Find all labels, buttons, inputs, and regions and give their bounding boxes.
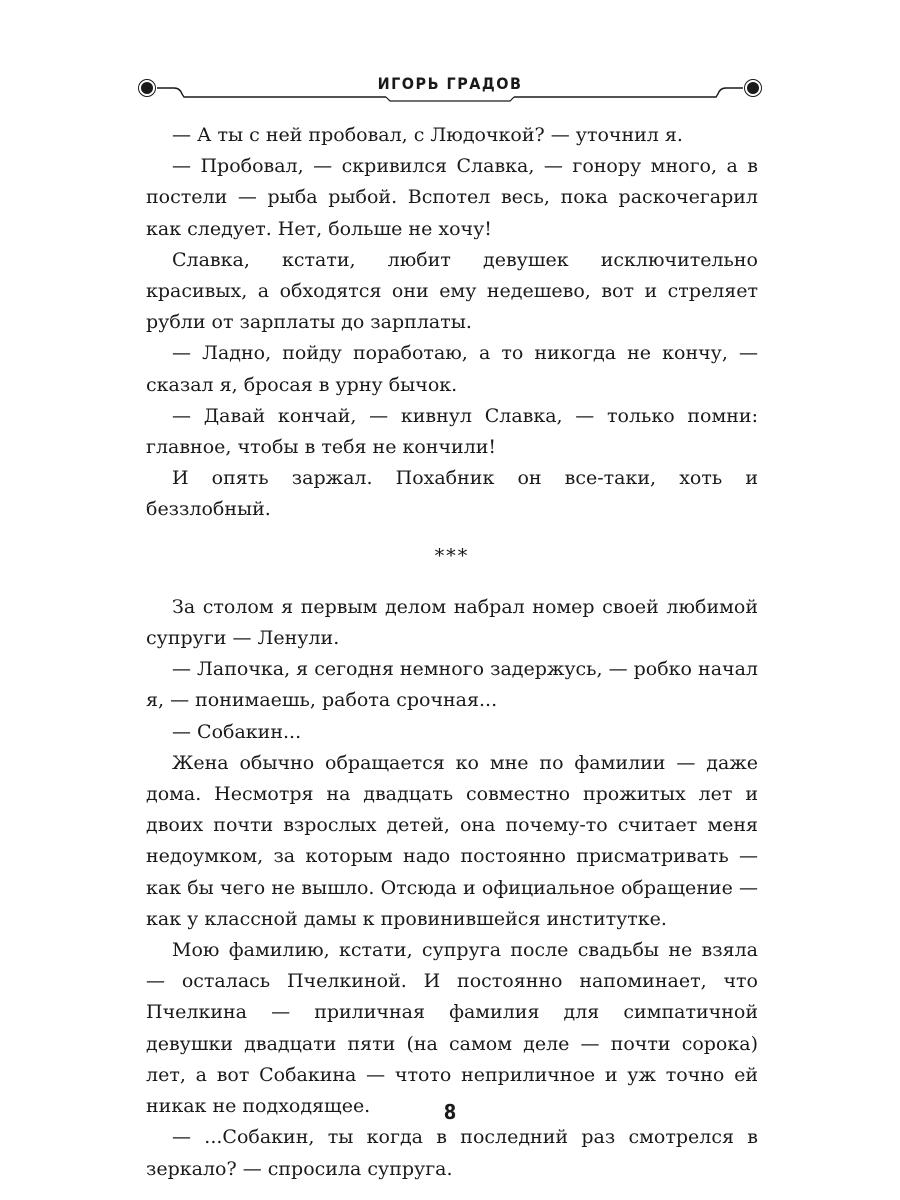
section-separator: *** xyxy=(434,544,470,567)
paragraph: Жена обычно обращается ко мне по фамилии — даже дома. Несмотря на двадцать совместно прожитых лет и двоих почти взрослых детей, она почему-то считает меня недоумком, за которым надо постоянно присматривать — как бы чего не вышло. Отсюда и официальное обращение — как у классной дамы к провинившейся институтке. xyxy=(146,751,758,930)
paragraph: — А ты с ней пробовал, с Людочкой? — уточнил я. xyxy=(172,124,683,146)
paragraph: — Давай кончай, — кивнул Славка, — только помни: главное, чтобы в тебя не кончили! xyxy=(146,404,758,459)
title-underline xyxy=(386,97,514,101)
paragraph: — Ладно, пойду поработаю, а то никогда не кончу, — сказал я, бросая в урну бычок. xyxy=(146,342,758,396)
paragraph: Мою фамилию, кстати, супруга после свадьбы не взяла — осталась Пчелкиной. И постоянно напоминает, что Пчелкина — приличная фамилия для симпатичной девушки двадцати пяти (на самом деле — почти сорока) лет, а вот Собакина — чтото неприличное и уж точно ей никак не подходящее. xyxy=(146,939,758,1118)
paragraph: — ...Собакин, ты когда в последний раз смотрелся в зеркало? — спросила супруга. xyxy=(146,1126,758,1180)
paragraph: — Пробовал, — скривился Славка, — гонору много, а в постели — рыба рыбой. Вспотел весь, пока раскочегарил как следует. Нет, больше не хочу! xyxy=(146,155,758,240)
paragraph: — Собакин... xyxy=(172,720,302,743)
paragraph: — Лапочка, я сегодня немного задержусь, — робко начал я, — понимаешь, работа срочная... xyxy=(146,658,758,712)
paragraph: Славка, кстати, любит девушек исключительно красивых, а обходятся они ему недешево, вот и стреляет рубли от зарплаты до зарплаты. xyxy=(146,248,758,334)
running-header xyxy=(138,70,762,104)
paragraph: И опять заржал. Похабник он все-таки, хоть и беззлобный. xyxy=(146,467,758,521)
paragraph: За столом я первым делом набрал номер своей любимой супруги — Ленули. xyxy=(146,595,758,650)
author-name: ИГОРЬ ГРАДОВ xyxy=(377,74,523,93)
page-number: 8 xyxy=(443,1100,457,1124)
body-text xyxy=(146,120,758,1185)
